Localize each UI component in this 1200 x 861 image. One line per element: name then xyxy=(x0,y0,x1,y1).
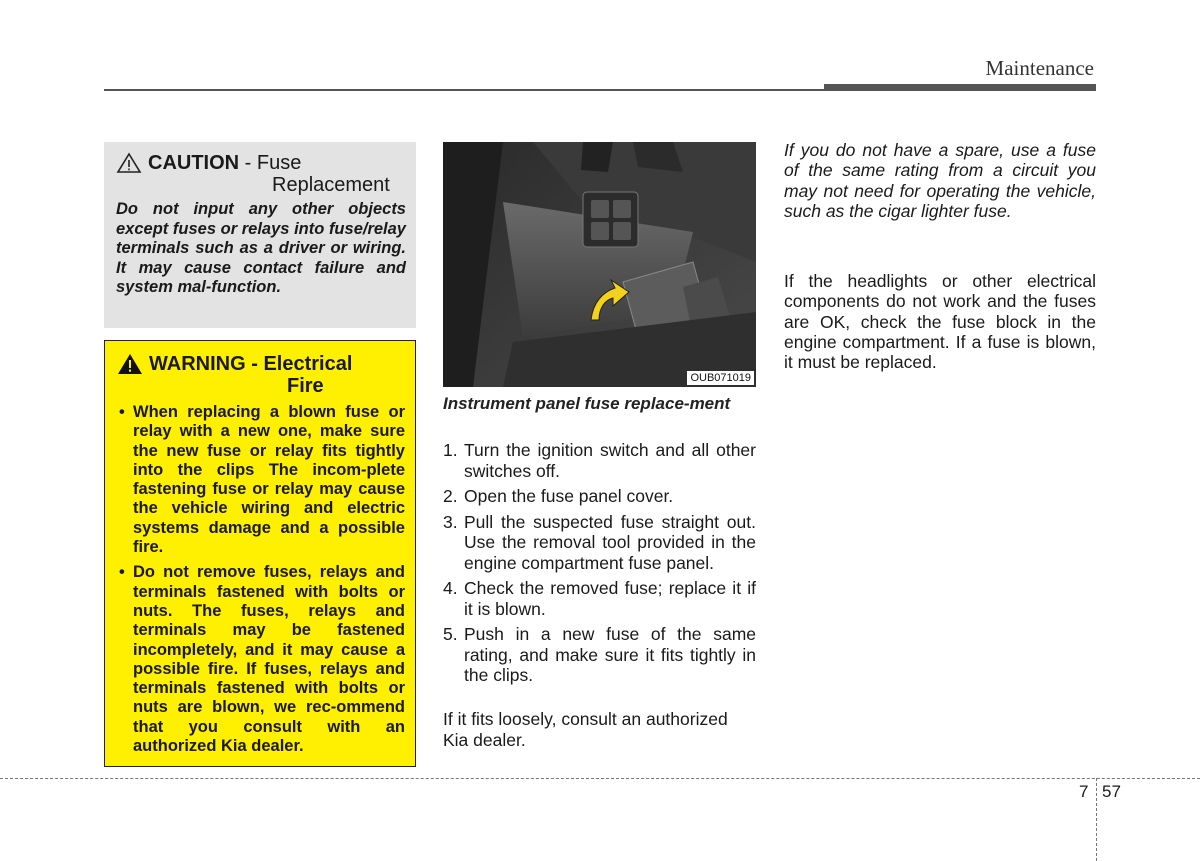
warning-label: WARNING xyxy=(149,353,246,375)
caution-title: - Fuse xyxy=(244,152,302,174)
warning-title: - Electrical xyxy=(251,353,353,375)
header-rule-thick xyxy=(824,84,1096,91)
dashboard-illustration xyxy=(443,142,756,387)
warning-item: • When replacing a blown fuse or relay with a new one, make sure the new fuse or relay fits tightly into the clips The incom-plete fastening fuse or relay may cause the vehicle wiring and electric systems damage and a possible fire. xyxy=(117,403,405,557)
step-item: 3. Pull the suspected fuse straight out. Use the removal tool provided in the engine compartment fuse panel. xyxy=(443,511,756,573)
caution-heading xyxy=(116,152,406,196)
warning-title-line2: Fire xyxy=(287,375,324,397)
warning-heading xyxy=(117,353,405,397)
warning-box xyxy=(104,340,416,767)
step-item: 4. Check the removed fuse; replace it if it is blown. xyxy=(443,578,756,619)
figure-caption: Instrument panel fuse replace-ment xyxy=(443,394,731,413)
caution-label: CAUTION xyxy=(148,152,240,174)
caution-box xyxy=(104,142,416,328)
chapter-number: 7 xyxy=(1079,782,1089,801)
warning-list xyxy=(117,403,405,756)
step-item: 1. Turn the ignition switch and all other switches off. xyxy=(443,440,756,481)
footer-divider xyxy=(0,778,1200,779)
spare-fuse-note: If you do not have a spare, use a fuse of the same rating from a circuit you may not need for operating the vehicle, such as the cigar lighter fuse. xyxy=(784,140,1096,221)
caution-text: Do not input any other objects except fuses or relays into fuse/relay terminals such as a driver or wiring. It may cause contact failure and system mal-function. xyxy=(116,200,406,296)
footer-vertical-divider xyxy=(1096,778,1097,861)
warning-item: • Do not remove fuses, relays and terminals fastened with bolts or nuts. The fuses, relays and terminals may be fastened incompletely, and it may cause a possible fire. If fuses, relays and terminals fastened with bolts or nuts are blown, we rec-ommend that you consult with an authorized Kia dealer. xyxy=(117,563,405,756)
instrument-panel-photo xyxy=(443,142,756,387)
step-item: 2. Open the fuse panel cover. xyxy=(443,486,674,506)
header-rule xyxy=(104,89,824,91)
section-title: Maintenance xyxy=(985,56,1094,80)
page-number: 57 xyxy=(1102,782,1121,801)
caution-triangle-outline-icon xyxy=(116,152,142,174)
steps-note: If it fits loosely, consult an authorized Kia dealer. xyxy=(443,709,728,750)
fuse-check-paragraph: If the headlights or other electrical components do not work and the fuses are OK, check the fuse block in the engine compartment. If a fuse is blown, it must be replaced. xyxy=(784,271,1096,373)
warning-triangle-filled-icon xyxy=(117,353,143,375)
procedure-steps xyxy=(443,440,756,691)
figure-code: OUB071019 xyxy=(687,371,754,385)
caution-title-line2: Replacement xyxy=(272,174,390,196)
step-item: 5. Push in a new fuse of the same rating, and make sure it fits tightly in the clips. xyxy=(443,624,756,685)
